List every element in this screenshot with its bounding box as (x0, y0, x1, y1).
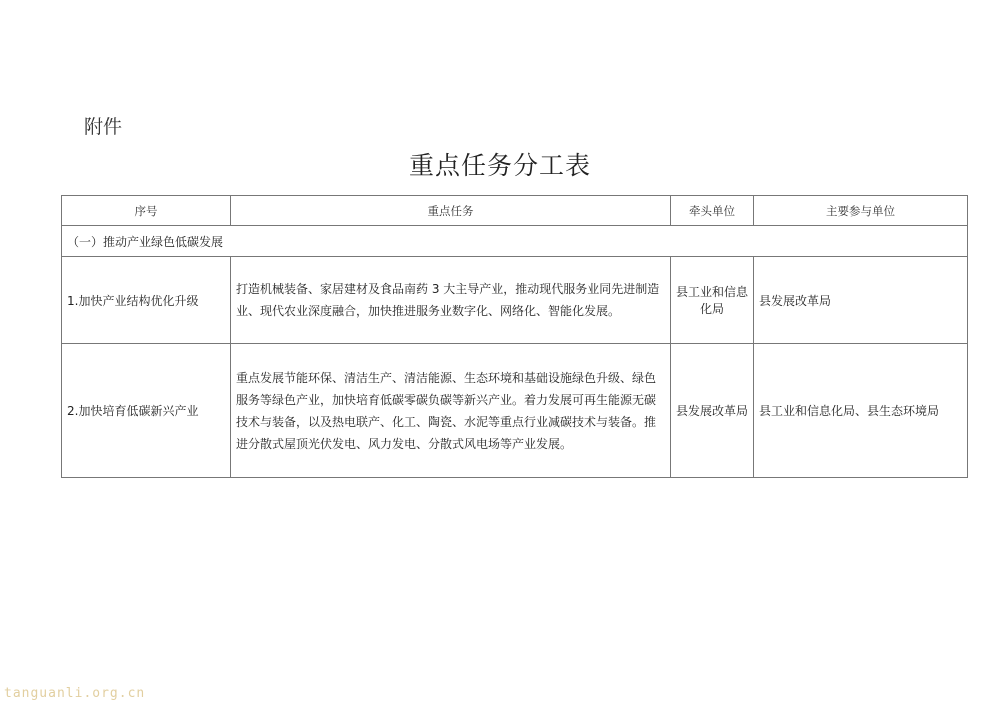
row-lead: 县工业和信息化局 (671, 257, 754, 344)
table-header-row (62, 196, 968, 226)
row-task: 打造机械装备、家居建材及食品南药 3 大主导产业，推动现代服务业同先进制造业、现代农业深度融合，加快推进服务业数字化、网络化、智能化发展。 (231, 257, 671, 344)
row-task: 重点发展节能环保、清洁生产、清洁能源、生态环境和基础设施绿色升级、绿色服务等绿色产业，加快培育低碳零碳负碳等新兴产业。着力发展可再生能源无碳技术与装备，以及热电联产、化工、陶瓷、水泥等重点行业减碳技术与装备。推进分散式屋顶光伏发电、风力发电、分散式风电场等产业发展。 (231, 344, 671, 478)
column-header-partners: 主要参与单位 (754, 196, 968, 226)
row-item: 1.加快产业结构优化升级 (62, 257, 231, 344)
row-partners: 县发展改革局 (754, 257, 968, 344)
row-lead: 县发展改革局 (671, 344, 754, 478)
column-header-lead: 牵头单位 (671, 196, 754, 226)
row-item: 2.加快培育低碳新兴产业 (62, 344, 231, 478)
table-row (62, 257, 968, 344)
section-title: （一）推动产业绿色低碳发展 (62, 226, 968, 257)
task-table (61, 195, 968, 478)
section-row (62, 226, 968, 257)
column-header-index: 序号 (62, 196, 231, 226)
watermark: tanguanli.org.cn (4, 686, 146, 701)
row-partners: 县工业和信息化局、县生态环境局 (754, 344, 968, 478)
column-header-task: 重点任务 (231, 196, 671, 226)
attachment-label: 附件 (84, 116, 123, 138)
page-title: 重点任务分工表 (408, 151, 591, 180)
table-row (62, 344, 968, 478)
